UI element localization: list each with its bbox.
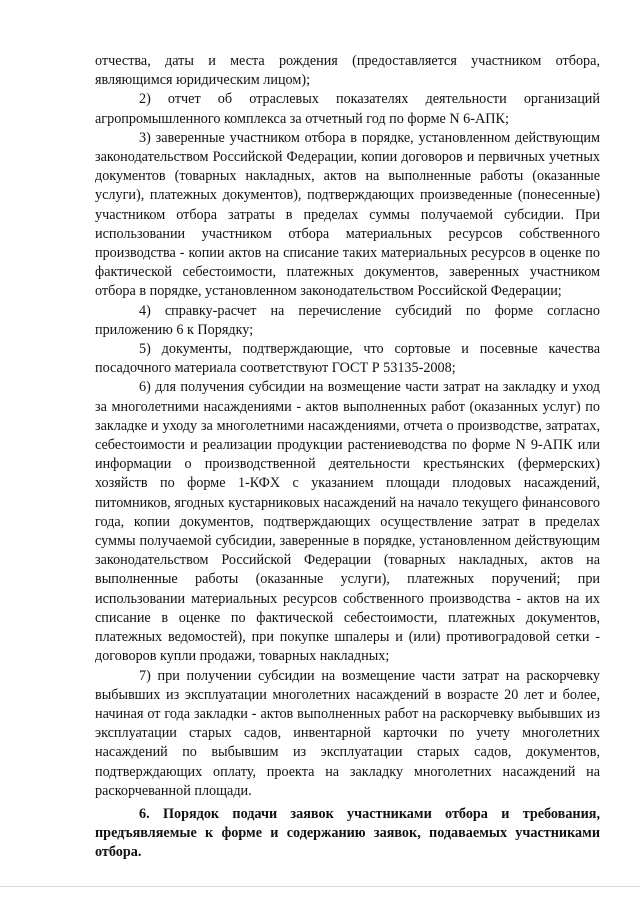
paragraph-item-4: 4) справку-расчет на перечисление субсидий по форме согласно приложению 6 к Порядку;: [95, 302, 600, 338]
paragraph-item-3: 3) заверенные участником отбора в порядке, установленном действующим законодательством Российской Федерации, копии договоров и первичных учетных документов (товарных накладных, актов на выполненные работы (оказанные услуги), платежных документов), подтверждающих произведенные (понесенные) участником отбора затраты в пределах суммы получаемой субсидии. При использовании участником отбора материальных ресурсов собственного производства - копии актов на списание таких материальных ресурсов в оценке по фактической себестоимости, платежных документов, заверенных участником отбора в порядке, установленном законодательством Российской Федерации;: [95, 129, 600, 300]
paragraph-item-2: 2) отчет об отраслевых показателях деятельности организаций агропромышленного комплекса за отчетный год по форме N 6-АПК;: [95, 91, 600, 127]
page-edge-divider: [0, 886, 640, 887]
paragraph-item-7: 7) при получении субсидии на возмещение части затрат на раскорчевку выбывших из эксплуатации многолетних насаждений в возрасте 20 лет и более, начиная от года закладки - актов выполненных работ на раскорчевку выбывших из эксплуатации старых садов, инвентарной карточки по учету многолетних насаждений по выбывшим из эксплуатации старых садов, документов, подтверждающих оплату, проекта на закладку многолетних насаждений на раскорчеванной площади.: [95, 667, 600, 799]
section-heading: 6. Порядок подачи заявок участниками отбора и требования, предъявляемые к форме и содержанию заявок, подаваемых участниками отбора.: [95, 805, 600, 861]
paragraph-continuation: отчества, даты и места рождения (предоставляется участником отбора, являющимся юридическим лицом);: [95, 53, 600, 89]
document-page: [95, 52, 600, 863]
paragraph-item-5: 5) документы, подтверждающие, что сортовые и посевные качества посадочного материала соответствуют ГОСТ Р 53135-2008;: [95, 341, 600, 377]
paragraph-item-6: 6) для получения субсидии на возмещение части затрат на закладку и уход за многолетними насаждениями - актов выполненных работ (оказанных услуг) по закладке и уходу за многолетними насаждениями, отчета о производстве, затратах, себестоимости и реализации продукции растениеводства по форме N 9-АПК или информации о производственной деятельности крестьянских (фермерских) хозяйств по форме 1-КФХ с указанием площади плодовых насаждений, питомников, ягодных кустарниковых насаждений на начало текущего финансового года, копии документов, подтверждающих осуществление затрат в пределах суммы получаемой субсидии, заверенные в порядке, установленном действующим законодательством Российской Федерации (товарных накладных, актов на выполненные работы (оказанные услуги), платежных поручений; при использовании материальных ресурсов собственного производства - актов на их списание в оценке по фактической себестоимости, платежных документов, платежных ведомостей), при покупке шпалеры и (или) противоградовой сетки - договоров купли продажи, товарных накладных;: [95, 379, 600, 665]
